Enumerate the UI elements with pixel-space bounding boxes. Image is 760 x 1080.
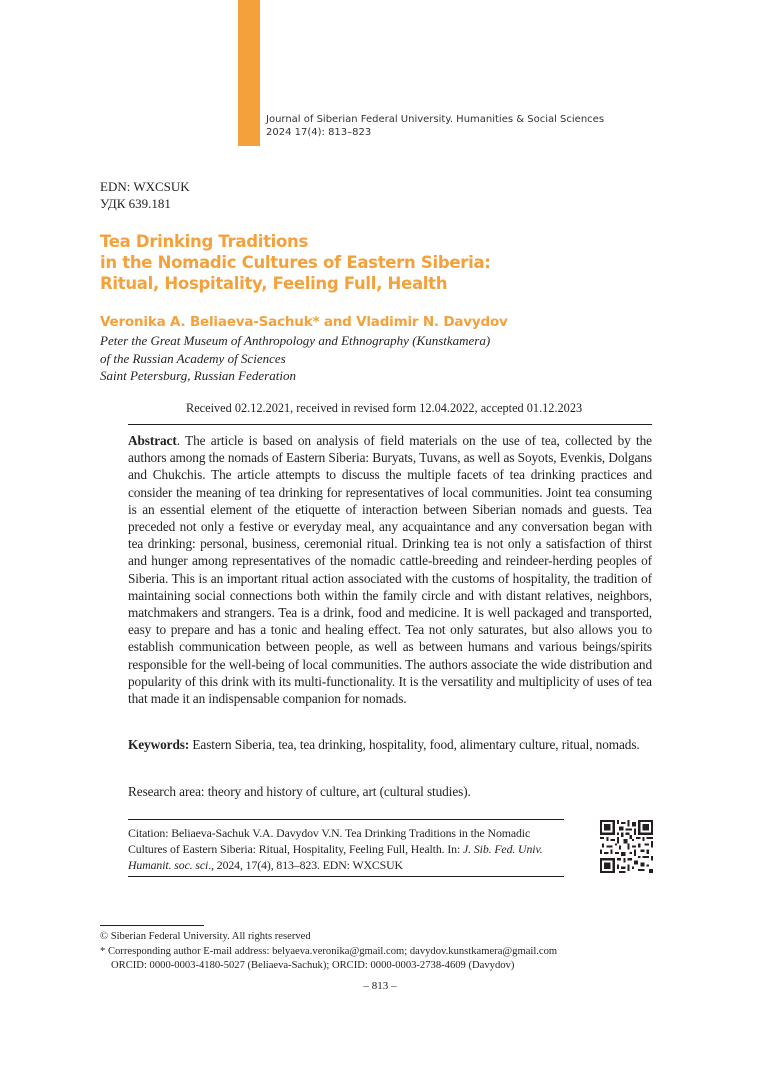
affiliation-line: of the Russian Academy of Sciences [100, 350, 286, 366]
page-number: – 813 – [363, 980, 397, 992]
abstract-divider [128, 424, 652, 425]
citation-divider-bottom [128, 876, 564, 877]
title-line: Ritual, Hospitality, Feeling Full, Health [100, 274, 448, 293]
edn-code: EDN: WXCSUK [100, 179, 190, 194]
research-area: Research area: theory and history of culture, art (cultural studies). [128, 784, 471, 799]
title-line: Tea Drinking Traditions [100, 232, 309, 251]
footnotes [100, 930, 557, 974]
keywords-label: Keywords: [128, 737, 190, 752]
journal-header [266, 113, 604, 139]
affiliation [100, 332, 490, 385]
keywords-text: Eastern Siberia, tea, tea drinking, hospitality, food, alimentary culture, ritual, nomads. [189, 737, 640, 752]
header-accent-bar [238, 0, 260, 146]
abstract-text: . The article is based on analysis of field materials on the use of tea, collected by the authors among the nomads of Eastern Siberia: Buryats, Tuvans, as well as Soyots, Evenkis, Dolgans and Chukchis. The article attempts to discuss the multiple facets of tea drinking practices and consider the meaning of tea drinking for representatives of local communities. Joint tea consuming is an essential element of the etiquette of interaction between Siberian nomads and guests. Tea preceded not only a festive or everyday meal, any acquaintance and any conversation began with tea drinking: personal, business, ceremonial ritual. Drinking tea is not only a satisfaction of thirst and hunger among representatives of the nomadic cattle-breeding and reindeer-herding peoples of Siberia. This is an important ritual action associated with the customs of hospitality, the tradition of maintaining social connections both within the family circle and with distant relatives, neighbors, matchmakers and strangers. Tea is a drink, food and medicine. It is well packaged and transported, easy to prepare and has a tonic and healing effect. Tea not only saturates, but also allows you to establish communication between people, as well as between humans and various beings/spirits responsible for the well-being of local communities. The authors associate the wide distribution and popularity of this drink with its multi-functionality. It is the versatility and multiplicity of uses of tea that made it an indispensable companion for nomads. [128, 433, 652, 707]
citation-journal: J. Sib. Fed. Univ. Humanit. soc. sci [128, 842, 543, 872]
citation-prefix: Citation: Beliaeva-Sachuk V.A. Davydov V.N. Tea Drinking Traditions in the Nomadic Cultures of Eastern Siberia: Ritual, Hospitality, Feeling Full, Health. In: [128, 826, 531, 856]
journal-issue: 2024 17(4): 813–823 [266, 127, 372, 138]
udk-code: УДК 639.181 [100, 196, 171, 211]
keywords [128, 736, 652, 753]
abstract-label: Abstract [128, 433, 177, 448]
footnote-rule [100, 925, 204, 926]
orcid-note: ORCID: 0000-0003-4180-5027 (Beliaeva-Sachuk); ORCID: 0000-0003-2738-4609 (Davydov) [111, 960, 515, 971]
corresponding-author-note: * Corresponding author E-mail address: belyaeva.veronika@gmail.com; davydov.kunstkamera@gmail.com [100, 945, 558, 957]
received-dates: Received 02.12.2021, received in revised form 12.04.2022, accepted 01.12.2023 [186, 401, 583, 415]
qr-code-icon[interactable] [600, 820, 653, 873]
citation-suffix: ., 2024, 17(4), 813–823. EDN: WXCSUK [208, 858, 403, 872]
affiliation-line: Saint Petersburg, Russian Federation [100, 368, 296, 383]
journal-name: Journal of Siberian Federal University. Humanities & Social Sciences [266, 114, 605, 125]
copyright-note: © Siberian Federal University. All rights reserved [100, 931, 311, 942]
title-line: in the Nomadic Cultures of Eastern Siberia: [100, 253, 491, 272]
citation-divider-top [128, 819, 564, 820]
affiliation-line: Peter the Great Museum of Anthropology and Ethnography (Kunstkamera) [100, 333, 491, 348]
abstract [128, 432, 652, 707]
article-title [100, 231, 491, 294]
authors: Veronika A. Beliaeva-Sachuk* and Vladimir N. Davydov [100, 314, 508, 330]
identifiers [100, 178, 190, 212]
citation [128, 825, 568, 873]
